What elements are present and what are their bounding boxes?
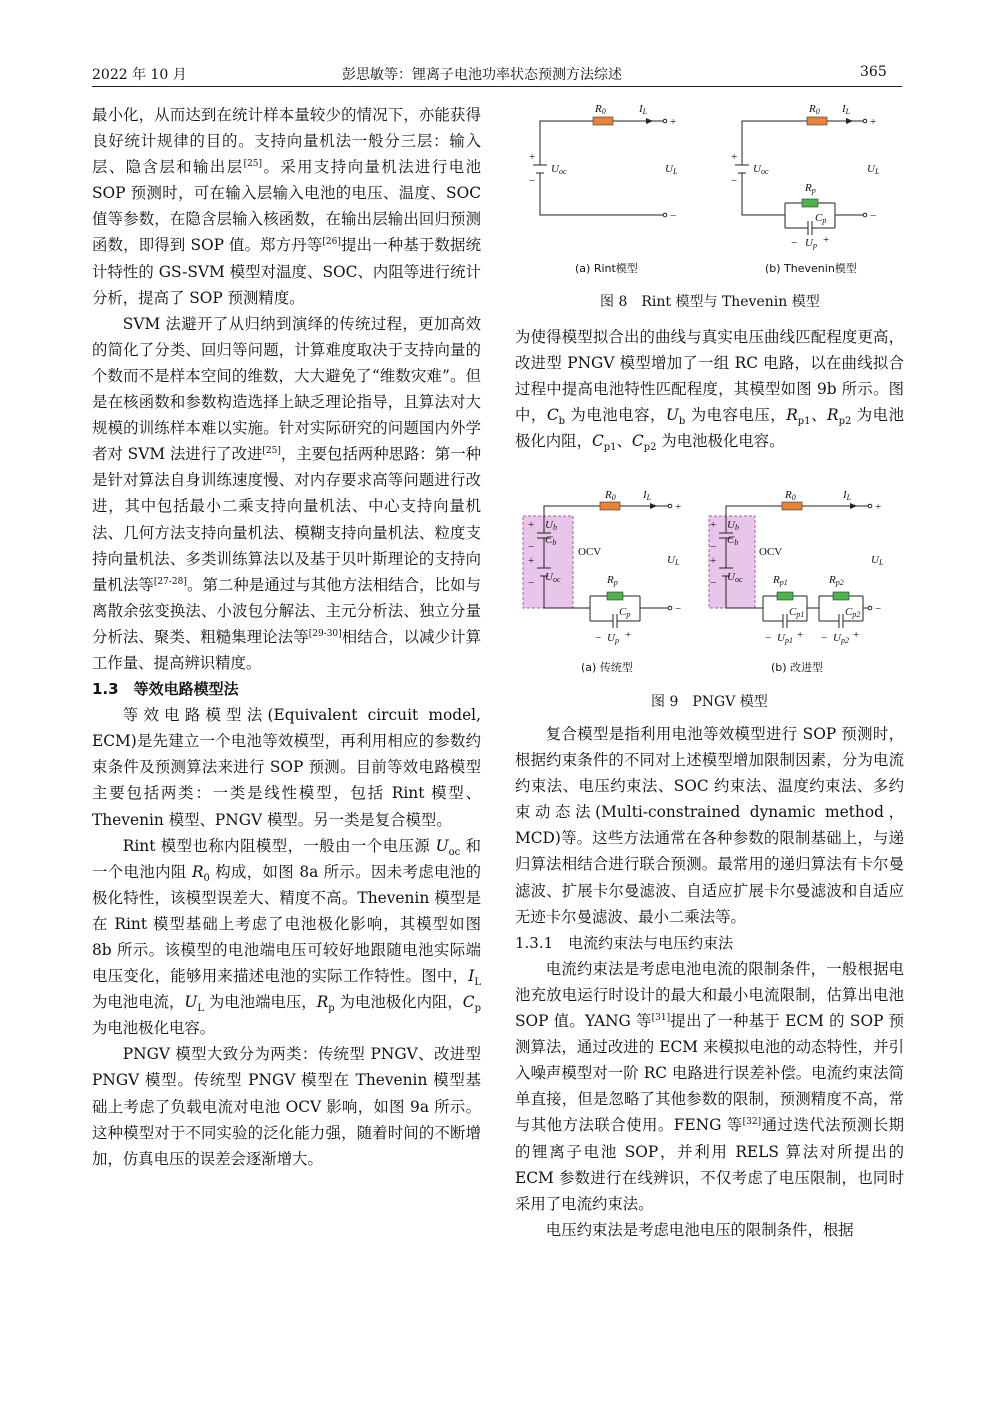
svg-text:UL: UL <box>867 163 880 176</box>
svg-text:Ub: Ub <box>545 519 557 532</box>
paragraph: 复合模型是指利用电池等效模型进行 SOP 预测时，根据约束条件的不同对上述模型增加限制因素，分为电流约束法、电压约束法、SOC 约束法、温度约束法、多约束动态法(Multi-constrained dynamic method，MCD)等。这些方法通常在各种参数的限制基础上，与递归算法相结合进行联合预测。最常用的递归算法有卡尔曼滤波、扩展卡尔曼滤波、自适应扩展卡尔曼滤波和自适应无迹卡尔曼滤波、最小二乘法等。 <box>515 725 904 926</box>
svg-text:−: − <box>710 577 717 589</box>
svg-text:−: − <box>765 632 772 644</box>
paragraph: SVM 法避开了从归纳到演绎的传统过程，更加高效的简化了分类、回归等问题，计算难度取决于支持向量的个数而不是样本空间的维数，大大避免了“维数灾难”。但是在核函数和参数构造选择上缺乏理论指导，且算法对大规模的训练样本难以实施。针对实际研究的问题国内外学者对 SVM 法进行了改进[25]，主要包括两种思路：第一种是针对算法自身训练速度慢、对内存要求高等问题进行改进，其中包括最小二乘支持向量机法、中心支持向量机法、几何方法支持向量机法、模糊支持向量机法、粒度支持向量机法、多类训练算法以及基于贝叶斯理论的支持向量机法等[27-28]。第二种是通过与其他方法相结合，比如与离散余弦变换法、小波包分解法、主元分析法、独立分量分析法、聚类、粗糙集理论法等[29-30]相结合，以减少计算工作量、提高辨识精度。 <box>92 314 481 672</box>
resistor-icon <box>593 117 827 207</box>
svg-text:R0: R0 <box>605 489 616 502</box>
svg-text:UL: UL <box>871 554 884 567</box>
svg-text:+: + <box>875 501 882 513</box>
figure-8 <box>515 100 905 280</box>
svg-text:IL: IL <box>643 489 652 502</box>
svg-text:−: − <box>528 577 535 589</box>
svg-text:Uoc: Uoc <box>545 571 561 584</box>
svg-text:−: − <box>528 541 535 553</box>
figure-9-circuits <box>515 488 905 678</box>
left-column <box>92 102 481 1172</box>
svg-text:+: + <box>710 555 717 567</box>
svg-text:Cp: Cp <box>619 606 631 619</box>
svg-text:−: − <box>821 632 828 644</box>
svg-text:Rp1: Rp1 <box>773 574 788 587</box>
figure-8b-caption: (b) Thevenin模型 <box>765 262 857 275</box>
paragraph: 为使得模型拟合出的曲线与真实电压曲线匹配程度更高，改进型 PNGV 模型增加了一组 RC 电路，以在曲线拟合过程中提高电池特性匹配程度，其模型如图 9b 所示。图中，$C_b$ 为电池电容，$U_b$ 为电容电压，$R_{p1}$、$R_{p2}$ 为电池极化内阻，$C_{p1}$、$C_{p2}$ 为电池极化电容。 <box>515 328 904 454</box>
svg-text:Uoc: Uoc <box>753 163 769 176</box>
svg-text:IL: IL <box>842 103 851 116</box>
svg-text:−: − <box>595 632 602 644</box>
svg-text:+: + <box>528 519 535 531</box>
svg-text:Cp1: Cp1 <box>789 606 805 619</box>
svg-text:+: + <box>675 501 682 513</box>
svg-text:Cp: Cp <box>815 212 827 225</box>
paragraph: 最小化，从而达到在统计样本量较少的情况下，亦能获得良好统计规律的目的。支持向量机法一般分三层：输入层、隐含层和输出层[25]。采用支持向量机法进行电池 SOP 预测时，可在输入层输入电池的电压、温度、SOC 值等参数，在隐含层输入核函数，在输出层输出回归预测函数，即得到 SOP 值。郑方丹等[26]提出一种基于数据统计特性的 GS-SVM 模型对温度、SOC、内阻等进行统计分析，提高了 SOP 预测精度。 <box>92 106 481 307</box>
svg-text:R0: R0 <box>809 103 820 116</box>
svg-text:Up2: Up2 <box>833 632 849 645</box>
svg-text:Cp2: Cp2 <box>845 606 861 619</box>
svg-text:+: + <box>823 234 830 246</box>
svg-text:+: + <box>870 116 877 128</box>
figure-8-caption: 图 8 Rint 模型与 Thevenin 模型 <box>600 294 820 310</box>
header-rule <box>92 86 902 87</box>
svg-text:R0: R0 <box>785 489 796 502</box>
svg-text:+: + <box>670 116 677 128</box>
svg-text:Uoc: Uoc <box>551 163 567 176</box>
svg-text:Rp2: Rp2 <box>829 574 844 587</box>
subsection-heading: 1.3.1 电流约束法与电压约束法 <box>515 933 734 952</box>
figure-9b-caption: (b) 改进型 <box>771 661 824 674</box>
svg-text:UL: UL <box>667 554 680 567</box>
svg-text:Ub: Ub <box>727 519 739 532</box>
paragraph: 等效电路模型法(Equivalent circuit model, ECM)是先建立一个电池等效模型，再利用相应的参数约束条件及预测算法来进行 SOP 预测。目前等效电路模型主要包括两类：一类是线性模型，包括 Rint 模型、Thevenin 模型、PNGV 模型。另一类是复合模型。 <box>92 706 481 829</box>
svg-text:−: − <box>875 603 882 615</box>
svg-text:OCV: OCV <box>759 546 783 558</box>
figure-9-caption: 图 9 PNGV 模型 <box>651 694 768 710</box>
svg-text:IL: IL <box>843 489 852 502</box>
page-number: 365 <box>860 64 887 80</box>
svg-text:−: − <box>731 175 738 187</box>
svg-text:Cb: Cb <box>727 534 739 547</box>
svg-text:Cb: Cb <box>545 534 557 547</box>
svg-text:OCV: OCV <box>578 546 602 558</box>
svg-text:−: − <box>670 210 677 222</box>
svg-text:+: + <box>625 629 632 641</box>
right-column-bottom <box>515 721 904 1243</box>
svg-text:UL: UL <box>665 163 678 176</box>
svg-text:−: − <box>791 237 798 249</box>
svg-text:Rp: Rp <box>607 574 618 587</box>
header-date: 2022 年 10 月 <box>92 67 187 83</box>
paragraph: 电流约束法是考虑电池电流的限制条件，一般根据电池充放电运行时设计的最大和最小电流限制，估算出电池 SOP 值。YANG 等[31]提出了一种基于 ECM 的 SOP 预测算法，通过改进的 ECM 来模拟电池的动态特性，并引入噪声模型对一阶 RC 电路进行误差补偿。电流约束法简单直接，但是忽略了其他参数的限制，预测精度不高，常与其他方法联合使用。FENG 等[32]通过迭代法预测长期的锂离子电池 SOP，并利用 RELS 算法对所提出的 ECM 参数进行在线辨识，不仅考虑了电压限制，也同时采用了电流约束法。 <box>515 959 904 1213</box>
svg-text:IL: IL <box>639 103 648 116</box>
paragraph: 电压约束法是考虑电池电压的限制条件，根据 <box>545 1220 854 1239</box>
svg-text:+: + <box>731 151 738 163</box>
figure-9a-caption: (a) 传统型 <box>581 661 633 674</box>
svg-text:+: + <box>528 555 535 567</box>
svg-text:Uoc: Uoc <box>727 571 743 584</box>
svg-text:−: − <box>870 210 877 222</box>
svg-text:Up: Up <box>805 237 817 250</box>
svg-text:Up1: Up1 <box>777 632 793 645</box>
svg-text:−: − <box>529 175 536 187</box>
svg-text:Rp: Rp <box>805 182 816 195</box>
svg-text:+: + <box>853 629 860 641</box>
svg-text:+: + <box>529 151 536 163</box>
paragraph: PNGV 模型大致分为两类：传统型 PNGV、改进型 PNGV 模型。传统型 PNGV 模型在 Thevenin 模型基础上考虑了负载电流对电池 OCV 影响，如图 9a 所示。这种模型对于不同实验的泛化能力强，随着时间的不断增加，仿真电压的误差会逐渐增大。 <box>92 1045 481 1168</box>
svg-text:R0: R0 <box>595 103 606 116</box>
right-column-top <box>515 324 904 454</box>
svg-text:Up: Up <box>607 632 619 645</box>
section-heading: 1.3 等效电路模型法 <box>92 680 239 699</box>
svg-text:−: − <box>710 541 717 553</box>
figure-9 <box>515 488 905 678</box>
figure-8a-caption: (a) Rint模型 <box>575 262 638 275</box>
svg-text:−: − <box>675 603 682 615</box>
svg-text:+: + <box>797 629 804 641</box>
header-title: 彭思敏等：锂离子电池功率状态预测方法综述 <box>342 67 622 83</box>
paragraph: Rint 模型也称内阻模型，一般由一个电压源 $U_{oc}$ 和一个电池内阻 $R_0$ 构成，如图 8a 所示。因未考虑电池的极化特性，该模型误差大、精度不高。Thevenin 模型是在 Rint 模型基础上考虑了电池极化影响，其模型如图 8b 所示。该模型的电池端电压可较好地跟随电池实际端电压变化，能够用来描述电池的实际工作特性。图中，$I_L$ 为电池电流，$U_L$ 为电池端电压，$R_p$ 为电池极化内阻，$C_p$ 为电池极化电容。 <box>92 836 481 1038</box>
battery-capacitor-box <box>523 516 755 608</box>
figure-8-circuits <box>515 100 905 280</box>
svg-text:+: + <box>710 519 717 531</box>
